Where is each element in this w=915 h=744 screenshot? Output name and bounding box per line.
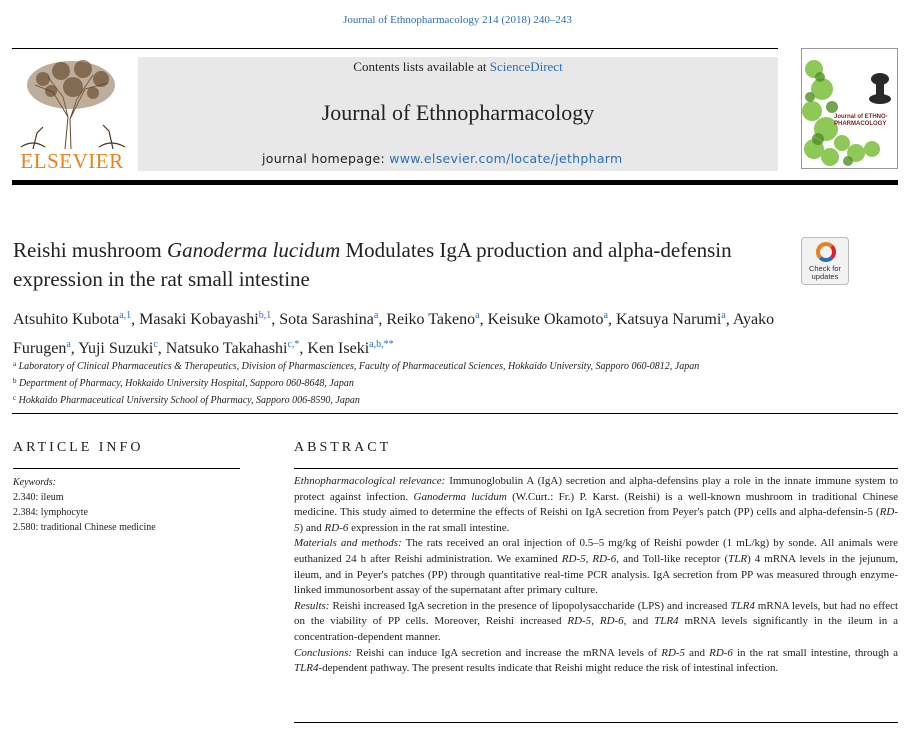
title-part1: Reishi mushroom	[13, 238, 168, 262]
section-divider	[12, 413, 898, 414]
author-affiliation-mark[interactable]: a,1	[119, 310, 132, 321]
abstract-body	[294, 474, 898, 677]
sciencedirect-link[interactable]: ScienceDirect	[489, 59, 563, 74]
title-species: Ganoderma lucidum	[167, 238, 341, 262]
title-part2: Modulates IgA production and alpha-defensin expression in the rat small intestine	[13, 238, 732, 291]
author-name[interactable]: Natsuko Takahashi	[165, 340, 288, 357]
affiliation-text: Hokkaido Pharmaceutical University School of Pharmacy, Sapporo 006-8590, Japan	[16, 395, 360, 406]
author-affiliation-mark[interactable]: b,1	[258, 310, 272, 321]
author-affiliation-mark[interactable]: a,b,**	[369, 339, 394, 350]
abstract-section-text: Reishi increased IgA secretion in the presence of lipopolysaccharide (LPS) and increased TLR4 mRNA levels, but had no effect on the viability of PP cells. Moreover, Reishi increased RD-5, RD-6, and TLR4 mRNA levels significantly in the ileum in a concentration-dependent manner.	[294, 599, 899, 643]
abstract-section-text: Reishi can induce IgA secretion and increase the mRNA levels of RD-5 and RD-6 in the rat small intestine, through a TLR4-dependent pathway. The present results indicate that Reishi might reduce the risk of intestinal infection.	[294, 646, 898, 675]
author-affiliation-mark[interactable]: a	[373, 310, 379, 321]
author-separator: ,	[479, 311, 488, 328]
author-separator: ,	[157, 340, 166, 357]
author-separator: ,	[378, 311, 387, 328]
author-separator: ,	[608, 311, 616, 328]
affiliation-item	[13, 357, 863, 374]
check-updates-label: Check for updates	[808, 264, 842, 281]
author-affiliation-mark[interactable]: a	[66, 339, 71, 350]
author-separator: ,	[725, 311, 733, 328]
keyword-item: 2.580: traditional Chinese medicine	[13, 522, 156, 533]
abstract-section-label: Results:	[294, 599, 330, 612]
abstract-section-text: Immunoglobulin A (IgA) secretion and alpha-defensins play a role in the innate immune system to protect against infection. Ganoderma lucidum (W.Curt.: Fr.) P. Karst. (Reishi) is a well-known mushroom in traditional Chinese medicine. This study aimed to determine the effects of Reishi on IgA secretion from Peyer's patch (PP) cells and alpha-defensin-5 (RD-5) and RD-6 expression in the rat small intestine.	[294, 475, 899, 534]
journal-homepage-line	[262, 151, 623, 166]
abstract-heading: ABSTRACT	[294, 440, 392, 455]
homepage-label: journal homepage:	[262, 151, 390, 166]
journal-citation[interactable]: Journal of Ethnopharmacology 214 (2018) 240–243	[343, 14, 572, 26]
author-name[interactable]: Keisuke Okamoto	[487, 311, 604, 328]
abstract-rule	[294, 468, 898, 469]
journal-header-box	[138, 57, 778, 171]
contents-prefix: Contents lists available at	[353, 59, 490, 74]
article-title	[13, 236, 783, 294]
affiliation-mark: b	[13, 377, 17, 385]
check-updates-icon	[816, 242, 836, 262]
author-name[interactable]: Katsuya Narumi	[616, 311, 722, 328]
author-name[interactable]: Sota Sarashina	[279, 311, 374, 328]
abstract-bottom-rule	[294, 722, 898, 723]
affiliation-text: Department of Pharmacy, Hokkaido University Hospital, Sapporo 060-8648, Japan	[16, 378, 354, 389]
keywords-label: Keywords:	[13, 477, 56, 488]
cover-artwork-icon	[802, 49, 898, 169]
abstract-section	[294, 646, 898, 677]
homepage-link[interactable]: www.elsevier.com/locate/jethpharm	[389, 151, 623, 166]
abstract-section	[294, 599, 898, 646]
abstract-section-label: Ethnopharmacological relevance:	[294, 475, 446, 487]
author-name[interactable]: Yuji Suzuki	[78, 340, 154, 357]
author-affiliation-mark[interactable]: c	[153, 339, 158, 350]
author-separator: ,	[299, 340, 308, 357]
abstract-section-text: The rats received an oral injection of 0.5–5 mg/kg of Reishi powder (1 mL/kg) by sonde. All animals were euthanized 24 h after Reishi administration. We examined RD-5, RD-6, and Toll-like receptor (TLR) 4 mRNA levels in the jejunum, ileum, and in Peyer's patches (PP) through quantitative real-time PCR analysis. IgA secretion from PP was measured through enzyme-linked immunosorbent assay of the supernatant after primary culture.	[294, 537, 899, 597]
abstract-section-label: Conclusions:	[294, 646, 353, 659]
author-separator: ,	[131, 311, 140, 328]
keywords-list	[13, 490, 156, 535]
contents-availability-line	[138, 59, 778, 75]
affiliation-item	[13, 374, 863, 391]
elsevier-wordmark: ELSEVIER	[20, 149, 124, 173]
check-for-updates-button[interactable]	[801, 237, 849, 285]
affiliations	[13, 357, 863, 408]
abstract-section-label: Materials and methods:	[294, 537, 402, 550]
author-name[interactable]: Ayako Furugen	[13, 311, 775, 357]
author-affiliation-mark[interactable]: a	[721, 310, 726, 321]
article-info-rule	[13, 468, 240, 469]
affiliation-mark: c	[13, 394, 17, 402]
keyword-item: 2.340: ileum	[13, 492, 64, 503]
keyword-item: 2.384: lymphocyte	[13, 507, 88, 518]
journal-title: Journal of Ethnopharmacology	[321, 100, 595, 125]
author-name[interactable]: Ken Iseki	[307, 340, 370, 357]
header-thick-divider	[12, 180, 898, 185]
affiliation-mark: a	[13, 360, 17, 368]
author-separator: ,	[271, 311, 280, 328]
cover-title: Journal of ETHNO-PHARMACOLOGY	[834, 114, 888, 127]
author-name[interactable]: Masaki Kobayashi	[139, 311, 259, 328]
journal-cover-thumbnail[interactable]	[801, 48, 898, 169]
article-info-heading: ARTICLE INFO	[13, 440, 144, 455]
author-affiliation-mark[interactable]: c,*	[287, 339, 300, 350]
abstract-section	[294, 474, 898, 536]
affiliation-item	[13, 391, 863, 408]
affiliation-text: Laboratory of Clinical Pharmaceutics & Therapeutics, Division of Pharmasciences, Faculty of Pharmaceutical Sciences, Hokkaido University, Sapporo 060-0812, Japan	[16, 361, 700, 372]
author-name[interactable]: Reiko Takeno	[386, 311, 476, 328]
author-separator: ,	[70, 340, 79, 357]
tree-icon	[13, 57, 131, 149]
header-divider	[12, 48, 778, 49]
abstract-section	[294, 536, 898, 598]
author-affiliation-mark[interactable]: a	[475, 310, 480, 321]
author-name[interactable]: Atsuhito Kubota	[13, 311, 120, 328]
author-affiliation-mark[interactable]: a	[603, 310, 608, 321]
author-list	[13, 303, 783, 361]
